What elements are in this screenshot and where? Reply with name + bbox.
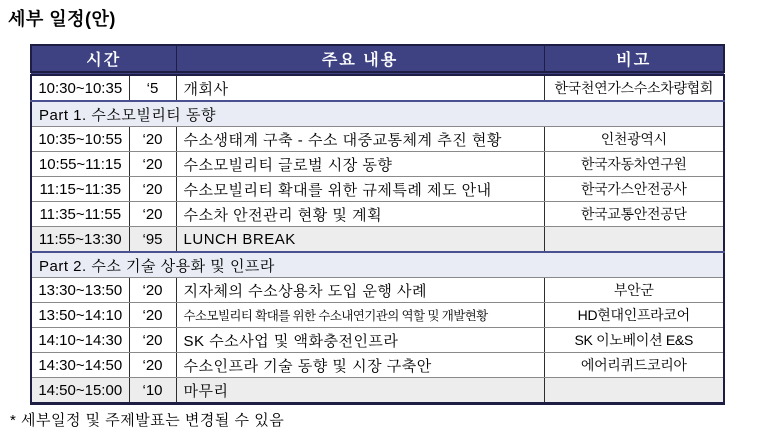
min-cell: ‘20 <box>129 152 176 177</box>
min-cell: ‘10 <box>129 378 176 404</box>
time-cell: 14:30~14:50 <box>31 353 129 378</box>
min-cell: ‘20 <box>129 328 176 353</box>
time-cell: 14:10~14:30 <box>31 328 129 353</box>
content-cell: 수소모빌리티 확대를 위한 수소내연기관의 역할 및 개발현황 <box>176 303 544 328</box>
table-row <box>31 227 724 253</box>
header-row <box>31 45 724 74</box>
remark-cell: 한국자동차연구원 <box>544 152 724 177</box>
time-cell: 11:15~11:35 <box>31 177 129 202</box>
section-row <box>31 252 724 278</box>
min-cell: ‘5 <box>129 74 176 102</box>
section-row <box>31 101 724 127</box>
table-row <box>31 177 724 202</box>
remark-cell: HD현대인프라코어 <box>544 303 724 328</box>
table-header <box>31 45 724 74</box>
content-cell: 수소모빌리티 글로벌 시장 동향 <box>176 152 544 177</box>
remark-cell: 인천광역시 <box>544 127 724 152</box>
table-row <box>31 328 724 353</box>
table-body <box>31 74 724 404</box>
remark-cell: 부안군 <box>544 278 724 303</box>
content-cell: 수소차 안전관리 현황 및 계획 <box>176 202 544 227</box>
remark-cell: 에어리퀴드코리아 <box>544 353 724 378</box>
content-cell: 마무리 <box>176 378 544 404</box>
remark-cell: 한국교통안전공단 <box>544 202 724 227</box>
min-cell: ‘20 <box>129 177 176 202</box>
min-cell: ‘20 <box>129 353 176 378</box>
min-cell: ‘20 <box>129 278 176 303</box>
time-cell: 10:55~11:15 <box>31 152 129 177</box>
time-cell: 11:35~11:55 <box>31 202 129 227</box>
col-header-remark: 비고 <box>544 45 724 74</box>
remark-cell <box>544 378 724 404</box>
min-cell: ‘20 <box>129 303 176 328</box>
table-row <box>31 278 724 303</box>
table-row <box>31 378 724 404</box>
col-header-content: 주요 내용 <box>176 45 544 74</box>
remark-cell <box>544 227 724 253</box>
min-cell: ‘20 <box>129 127 176 152</box>
content-cell: 수소인프라 기술 동향 및 시장 구축안 <box>176 353 544 378</box>
table-row <box>31 353 724 378</box>
table-row <box>31 152 724 177</box>
time-cell: 11:55~13:30 <box>31 227 129 253</box>
content-cell: 개회사 <box>176 74 544 102</box>
section-label: Part 1. 수소모빌리티 동향 <box>31 101 724 127</box>
table-row <box>31 74 724 102</box>
remark-cell: 한국천연가스수소차량협회 <box>544 74 724 102</box>
time-cell: 13:50~14:10 <box>31 303 129 328</box>
remark-cell: 한국가스안전공사 <box>544 177 724 202</box>
content-cell: LUNCH BREAK <box>176 227 544 253</box>
time-cell: 13:30~13:50 <box>31 278 129 303</box>
time-cell: 10:30~10:35 <box>31 74 129 102</box>
table-row <box>31 303 724 328</box>
remark-cell: SK 이노베이션 E&S <box>544 328 724 353</box>
table-row <box>31 202 724 227</box>
schedule-table <box>30 44 725 405</box>
footnote: * 세부일정 및 주제발표는 변경될 수 있음 <box>10 412 285 429</box>
content-cell: 수소모빌리티 확대를 위한 규제특례 제도 안내 <box>176 177 544 202</box>
page-title: 세부 일정(안) <box>8 9 116 29</box>
time-cell: 14:50~15:00 <box>31 378 129 404</box>
content-cell: 지자체의 수소상용차 도입 운행 사례 <box>176 278 544 303</box>
table-row <box>31 127 724 152</box>
time-cell: 10:35~10:55 <box>31 127 129 152</box>
col-header-time: 시간 <box>31 45 176 74</box>
content-cell: SK 수소사업 및 액화충전인프라 <box>176 328 544 353</box>
section-label: Part 2. 수소 기술 상용화 및 인프라 <box>31 252 724 278</box>
min-cell: ‘20 <box>129 202 176 227</box>
content-cell: 수소생태계 구축 - 수소 대중교통체계 추진 현황 <box>176 127 544 152</box>
min-cell: ‘95 <box>129 227 176 253</box>
